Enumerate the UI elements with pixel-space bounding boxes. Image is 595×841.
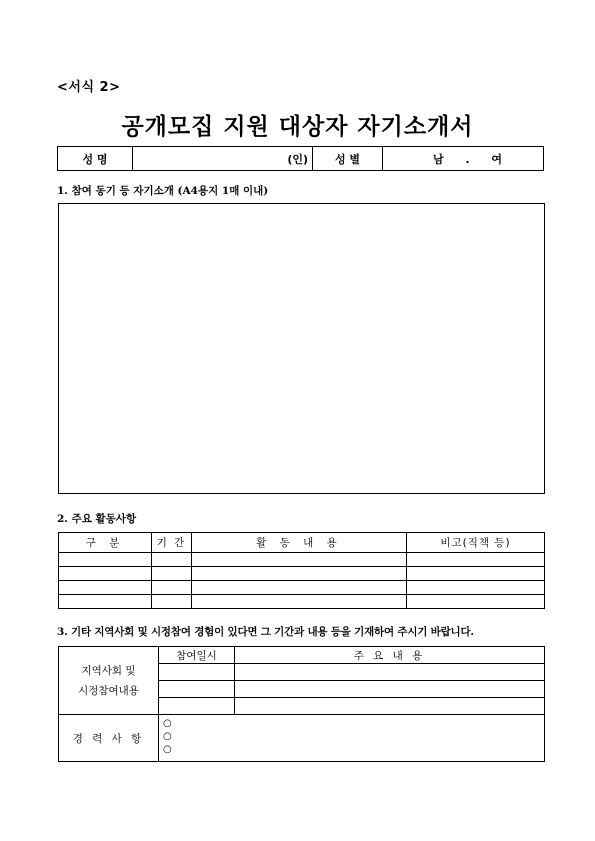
community-label	[59, 647, 159, 715]
activity-col-content: 활 동 내 용	[192, 533, 407, 553]
cell[interactable]	[235, 664, 545, 681]
table-row	[59, 595, 545, 609]
bullet-circle: ○	[163, 731, 172, 742]
activity-col-period: 기 간	[152, 533, 192, 553]
cell[interactable]	[407, 595, 545, 609]
bullet-circle: ○	[163, 744, 172, 755]
activity-col-category: 구 분	[59, 533, 152, 553]
gender-female: 여	[491, 152, 502, 166]
cell[interactable]	[235, 681, 545, 698]
cell[interactable]	[152, 581, 192, 595]
gender-label: 성 별	[313, 147, 383, 171]
cell[interactable]	[59, 567, 152, 581]
bullet-circle: ○	[163, 718, 172, 729]
cell[interactable]	[152, 595, 192, 609]
seal-label: (인)	[287, 152, 308, 166]
community-label-line1: 지역사회 및	[81, 664, 136, 677]
section2-title: 2. 주요 활동사항	[57, 513, 137, 525]
cell[interactable]	[192, 581, 407, 595]
cell[interactable]	[159, 664, 235, 681]
cell[interactable]	[152, 567, 192, 581]
col-participation-date: 참여일시	[159, 647, 235, 664]
page-title: 공개모집 지원 대상자 자기소개서	[121, 114, 474, 140]
cell[interactable]	[152, 553, 192, 567]
cell[interactable]	[192, 595, 407, 609]
table-row	[59, 581, 545, 595]
cell[interactable]	[407, 581, 545, 595]
cell[interactable]	[192, 553, 407, 567]
cell[interactable]	[59, 581, 152, 595]
cell[interactable]	[159, 681, 235, 698]
cell[interactable]	[159, 698, 235, 715]
community-label-line2: 시정참여내용	[78, 684, 139, 697]
cell[interactable]	[235, 698, 545, 715]
self-introduction-box[interactable]	[58, 203, 545, 494]
career-field[interactable]	[159, 715, 545, 762]
col-main-content: 주 요 내 용	[235, 647, 545, 664]
community-table	[58, 646, 545, 762]
basic-info-table	[57, 146, 544, 171]
cell[interactable]	[407, 553, 545, 567]
form-number: <서식 2>	[57, 80, 121, 95]
section1-title: 1. 참여 동기 등 자기소개 (A4용지 1매 이내)	[57, 185, 269, 197]
name-label: 성 명	[58, 147, 133, 171]
section3-title: 3. 기타 지역사회 및 시정참여 경험이 있다면 그 기간과 내용 등을 기재하여 주시기 바랍니다.	[57, 626, 474, 638]
cell[interactable]	[59, 553, 152, 567]
cell[interactable]	[407, 567, 545, 581]
gender-field[interactable]	[383, 147, 544, 171]
table-row	[59, 567, 545, 581]
table-row	[59, 553, 545, 567]
gender-male: 남	[433, 152, 444, 166]
name-field[interactable]	[133, 147, 313, 171]
cell[interactable]	[192, 567, 407, 581]
activity-col-note: 비고(직책 등)	[407, 533, 545, 553]
cell[interactable]	[59, 595, 152, 609]
gender-separator: .	[465, 152, 470, 166]
activities-table	[58, 532, 545, 609]
career-label: 경 력 사 항	[59, 715, 159, 762]
